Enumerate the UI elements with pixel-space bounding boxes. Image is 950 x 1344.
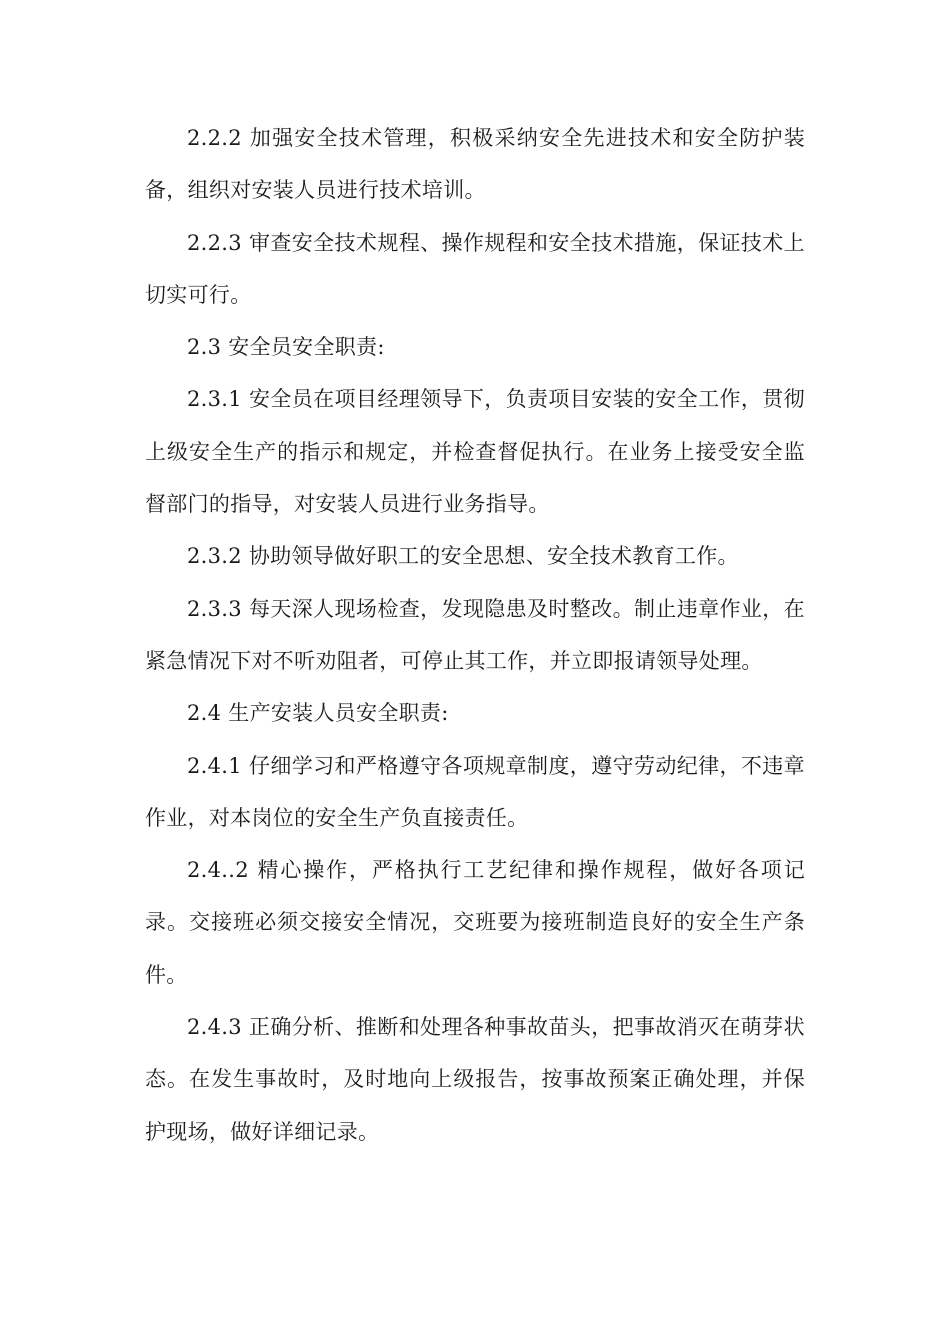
section-heading-2-4: 2.4 生产安装人员安全职责: bbox=[187, 701, 449, 726]
paragraph-2-3-3: 2.3.3 每天深人现场检查，发现隐患及时整改。制止违章作业，在紧急情况下对不听劝阻者，可停止其工作，并立即报请领导处理。 bbox=[145, 596, 805, 673]
paragraph-2-3-1: 2.3.1 安全员在项目经理领导下，负责项目安装的安全工作，贯彻上级安全生产的指示和规定，并检查督促执行。在业务上接受安全监督部门的指导，对安装人员进行业务指导。 bbox=[145, 387, 805, 517]
paragraph-2-3-2: 2.3.2 协助领导做好职工的安全思想、安全技术教育工作。 bbox=[187, 544, 739, 569]
paragraph-2-2-3: 2.2.3 审查安全技术规程、操作规程和安全技术措施，保证技术上切实可行。 bbox=[145, 230, 805, 307]
paragraph-2-4-3: 2.4.3 正确分析、推断和处理各种事故苗头，把事故消灭在萌芽状态。在发生事故时，及时地向上级报告，按事故预案正确处理，并保护现场，做好详细记录。 bbox=[145, 1015, 805, 1144]
paragraph-2-4-1: 2.4.1 仔细学习和严格遵守各项规章制度，遵守劳动纪律，不违章作业，对本岗位的安全生产负直接责任。 bbox=[145, 753, 805, 830]
paragraph-2-2-2: 2.2.2 加强安全技术管理，积极采纳安全先进技术和安全防护装备，组织对安装人员进行技术培训。 bbox=[145, 126, 805, 203]
paragraph-2-4-2: 2.4..2 精心操作，严格执行工艺纪律和操作规程，做好各项记录。交接班必须交接安全情况，交班要为接班制造良好的安全生产条件。 bbox=[145, 858, 805, 987]
document-body bbox=[145, 112, 805, 1158]
section-heading-2-3: 2.3 安全员安全职责: bbox=[187, 335, 385, 360]
